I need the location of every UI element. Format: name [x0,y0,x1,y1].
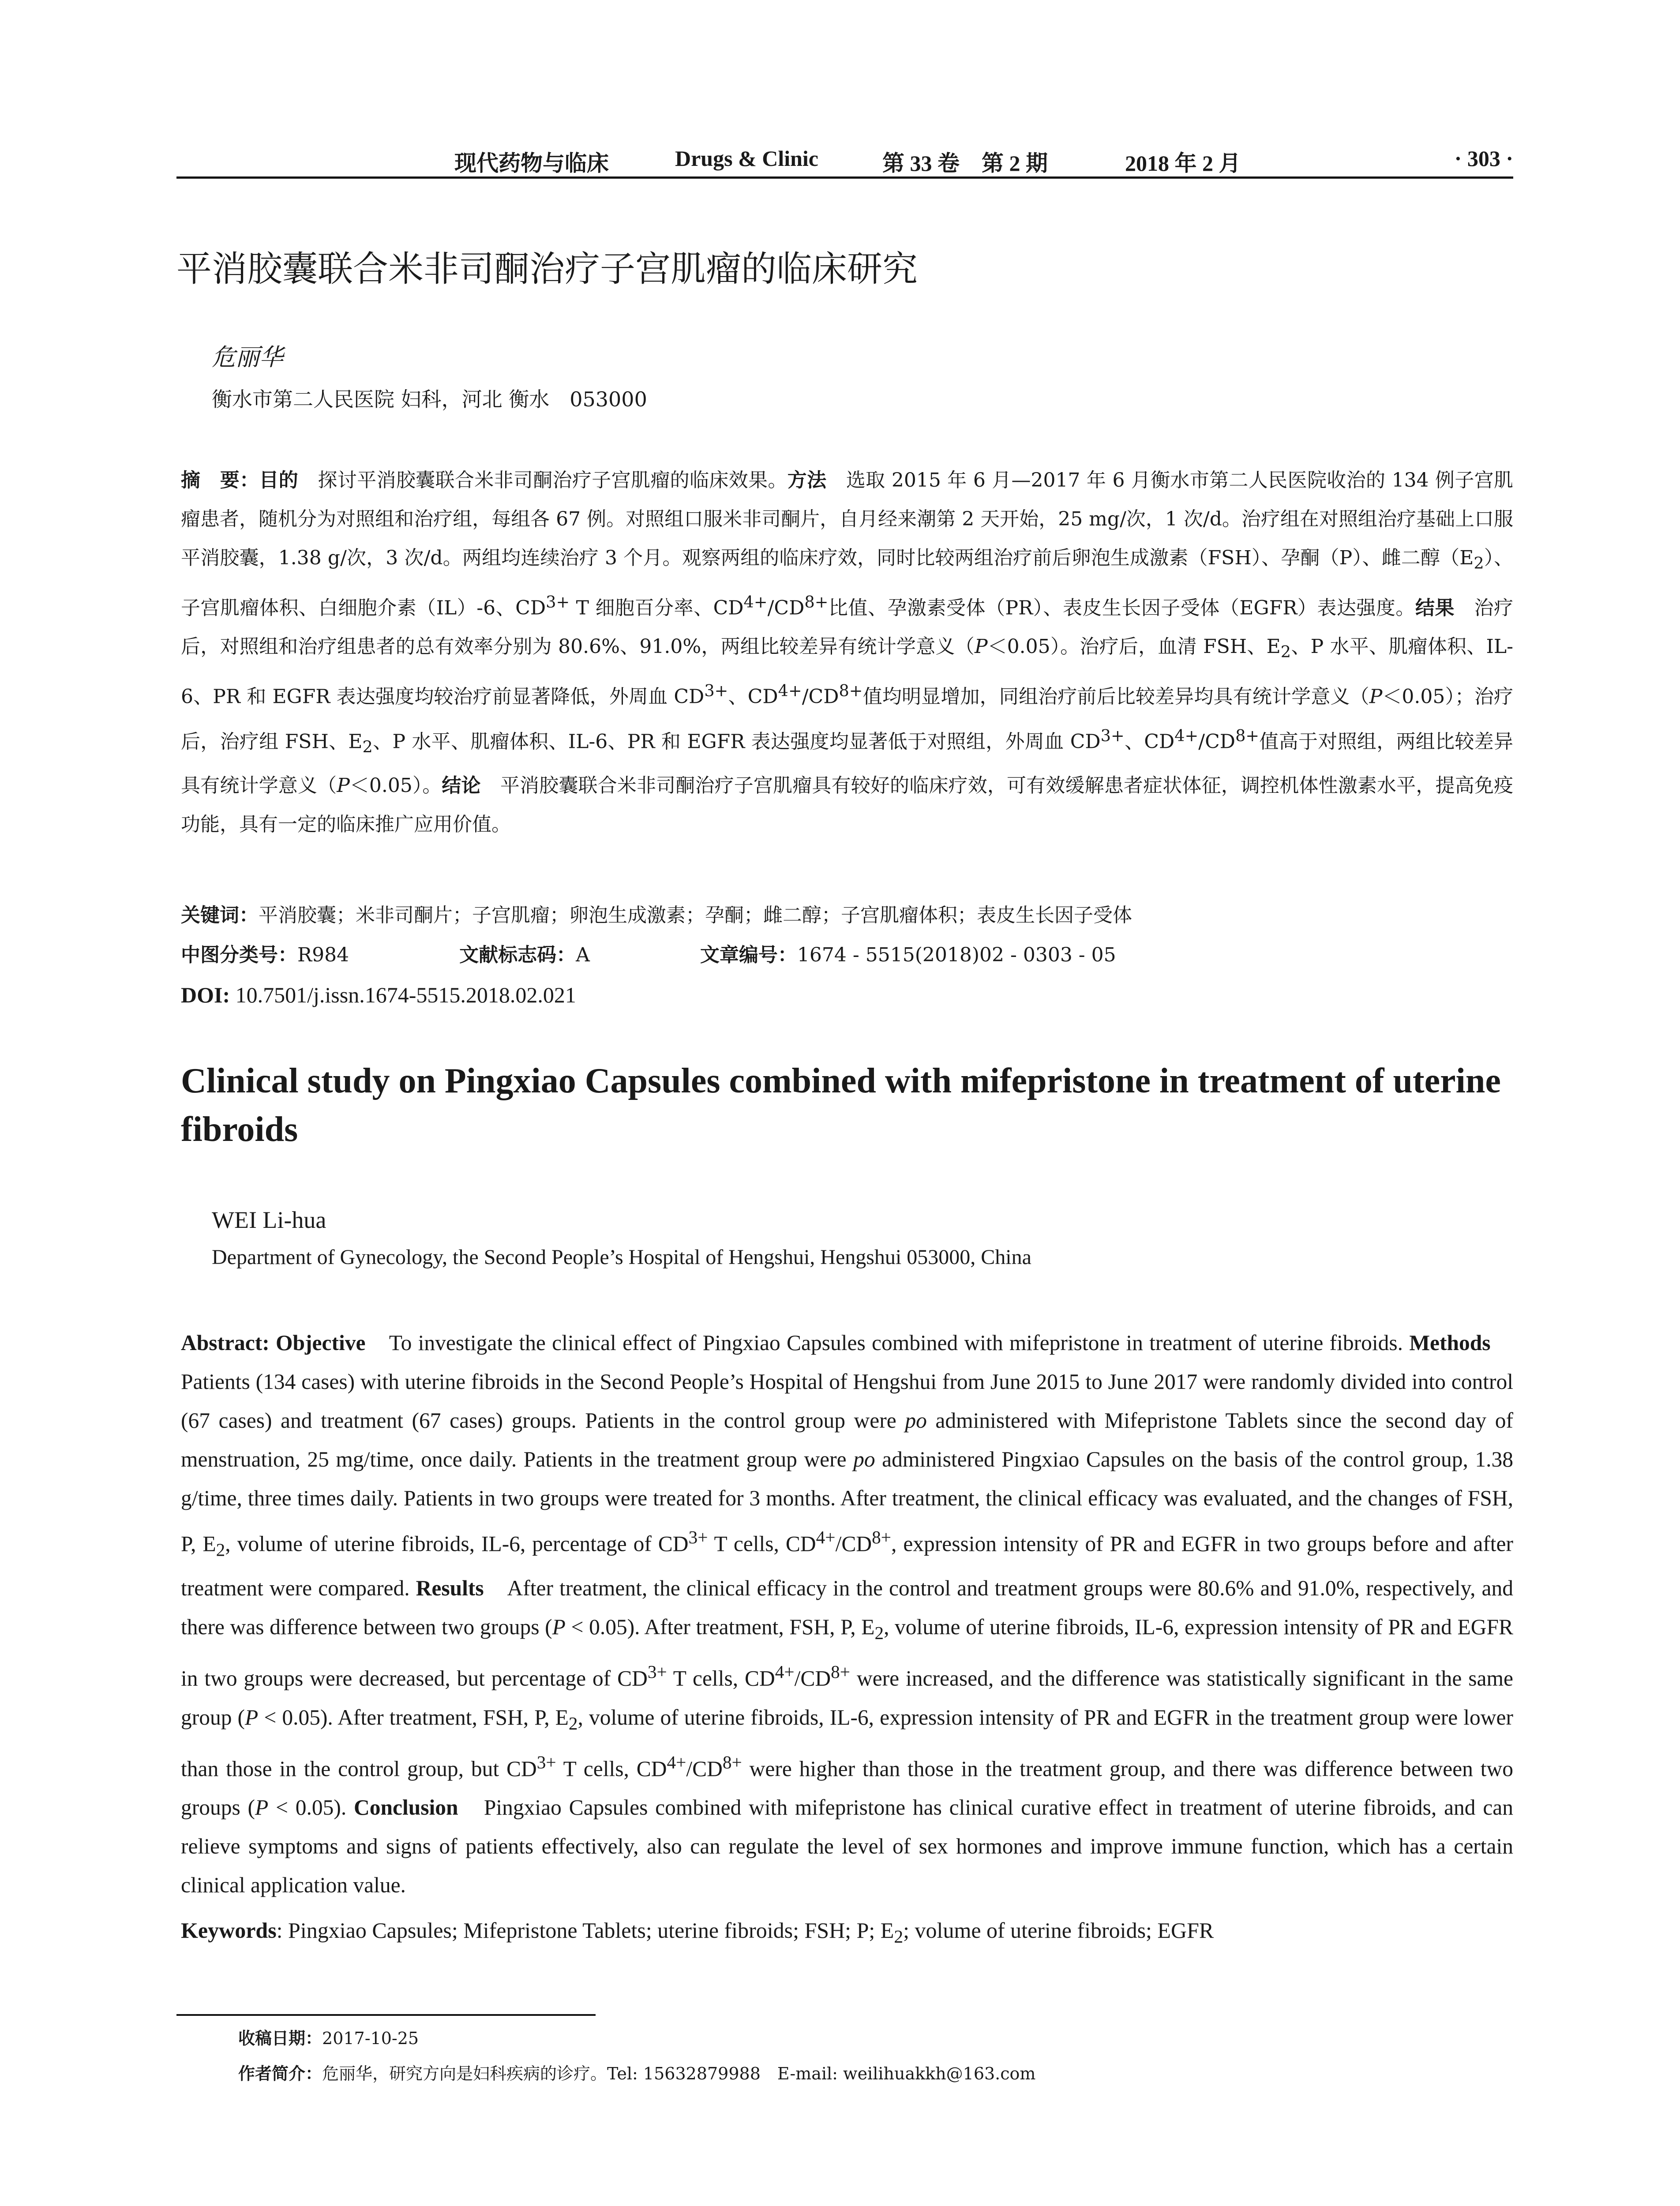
results-text-cn: /CD [1198,730,1236,753]
results-text-cn: 、P 水平、肌瘤体积、IL-6、PR 和 EGFR 表达强度均显著低于对照组，外周血 CD [372,730,1101,753]
keywords-text-cn: 平消胶囊；米非司酮片；子宫肌瘤；卵泡生成激素；孕酮；雌二醇；子宫肌瘤体积；表皮生长因子受体 [259,904,1132,927]
doi-link[interactable]: 10.7501/j.issn.1674-5515.2018.02.021 [230,983,576,1007]
subscript: 2 [362,737,373,757]
results-text-en: < 0.05). After treatment, FSH, P, E [258,1705,569,1730]
methods-label-cn: 方法 [787,469,827,491]
results-text-cn: 治疗后，对照组和治疗组患者的总有效率分别为 80.6%、91.0%，两组比较差异有统计学意义（ [181,597,1514,658]
methods-text-en: , expression intensity of PR and EGFR in two groups before and after treatment were compared. [181,1531,1514,1601]
conclusion-label-cn: 结论 [442,774,481,797]
methods-text-en: /CD [835,1531,872,1556]
article-number: 1674 - 5515(2018)02 - 0303 - 05 [797,944,1116,966]
keywords-label-cn: 关键词： [181,904,259,927]
methods-text-cn: 选取 2015 年 6 月—2017 年 6 月衡水市第二人民医院收治的 134 例子宫肌瘤患者，随机分为对照组和治疗组，每组各 67 例。对照组口服米非司酮片，自月经来潮第 2 天开始，25 mg/次，1 次/d。治疗组在对照组治疗基础上口服平消胶囊，1.38 g/次，3 次/d。两组均连续治疗 3 个月。观察两组的临床疗效，同时比较两组治疗前后卵泡生成激素（FSH）、孕酮（P）、雌二醇（E [181,469,1514,569]
title-en: Clinical study on Pingxiao Capsules combined with mifepristone in treatment of uterine fibroids [181,1062,1501,1149]
methods-text-cn: ）、子宫肌瘤体积、白细胞介素（IL）-6、CD [181,547,1514,619]
superscript: 3+ [647,1662,667,1682]
results-text-en: were increased, and the difference was statistically significant in the same group ( [181,1666,1514,1730]
superscript: 4+ [775,1662,795,1682]
doc-code-label: 文献标志码： [459,944,576,966]
superscript: 4+ [667,1752,686,1772]
p-value-symbol: P [1369,685,1383,708]
results-text-en: T cells, CD [667,1666,775,1691]
results-text-en: /CD [686,1756,723,1781]
running-header [176,141,1513,176]
author-en: WEI Li-hua [212,1207,326,1233]
objective-label-cn: 目的 [259,469,299,491]
results-label-en: Results [416,1576,484,1601]
superscript: 8+ [839,681,863,701]
subscript: 2 [216,1539,225,1560]
doi-line [181,977,576,1013]
methods-text-en: administered Pingxiao Capsules on the basis of the control group, 1.38 g/time, three times daily. Patients in two groups were treated for 3 months. After treatment, the clinical efficacy was evaluated, and the changes of FSH, P, E [181,1447,1513,1556]
superscript: 8+ [722,1752,742,1772]
volume-issue: 第 33 卷 第 2 期 [882,151,1048,176]
page-number: · 303 · [1454,146,1513,171]
methods-text-cn: T 细胞百分率、CD [570,597,744,619]
p-value-symbol: P [245,1705,259,1730]
clc-label: 中图分类号： [181,944,297,966]
keywords-label-en: Keywords [181,1918,277,1943]
journal-name-cn: 现代药物与临床 [454,151,609,176]
author-bio-label: 作者简介： [238,2064,322,2083]
keywords-cn [181,898,1513,933]
results-text-en: < 0.05). After treatment, FSH, P, E [565,1615,875,1639]
results-text-en: , volume of uterine fibroids, IL-6, expression intensity of PR and EGFR in the treatment group were lower than those in the control group, but CD [181,1705,1513,1781]
superscript: 4+ [778,681,802,701]
superscript: 3+ [536,1752,556,1772]
footnote-rule [176,2014,596,2016]
superscript: 3+ [546,592,570,612]
superscript: 4+ [816,1527,836,1547]
affiliation-en: Department of Gynecology, the Second People’s Hospital of Hengshui, Hengshui 053000, China [212,1246,1031,1269]
results-text-en: /CD [794,1666,831,1691]
methods-text-en: T cells, CD [708,1531,816,1556]
subscript: 2 [894,1927,904,1947]
objective-text-cn: 探讨平消胶囊联合米非司酮治疗子宫肌瘤的临床效果。 [298,469,788,491]
author-bio-text: 危丽华，研究方向是妇科疾病的诊疗。Tel: 15632879988 E-mail: weilihuakkh@163.com [322,2064,1036,2083]
objective-text-en: To investigate the clinical effect of Pingxiao Capsules combined with mifepristone in treatment of uterine fibroids. [365,1331,1410,1355]
superscript: 8+ [872,1527,891,1547]
header-rule [176,176,1513,179]
superscript: 3+ [704,681,728,701]
superscript: 3+ [688,1527,708,1547]
p-value-symbol: P [255,1795,269,1820]
results-text-en: < 0.05). [268,1795,354,1820]
results-text-cn: /CD [802,685,839,708]
affiliation-cn: 衡水市第二人民医院 妇科，河北 衡水 053000 [212,387,647,411]
subscript: 2 [874,1623,884,1643]
doc-code: A [576,944,590,966]
conclusion-label-en: Conclusion [354,1795,458,1820]
article-number-label: 文章编号： [700,944,797,966]
results-text-cn: 值高于对照组，两组比较差异具有统计学意义（ [181,730,1513,797]
superscript: 8+ [804,592,829,612]
subscript: 2 [1474,553,1484,573]
results-text-en: After treatment, the clinical efficacy in the control and treatment groups were 80.6% and 91.0%, respectively, and there was difference between two groups ( [181,1576,1513,1639]
keywords-text-en: : Pingxiao Capsules; Mifepristone Tablets; uterine fibroids; FSH; P; E [276,1918,894,1943]
abstract-en-text [181,1324,1513,1905]
results-text-cn: ＜0.05）；治疗后，治疗组 FSH、E [181,685,1514,753]
methods-text-cn: /CD [767,597,805,619]
po-italic: po [905,1408,927,1433]
results-text-en: were higher than those in the treatment group, and there was difference between two groups ( [181,1756,1514,1820]
keywords-en [181,1913,1513,1955]
superscript: 4+ [743,592,768,612]
results-text-en: , volume of uterine fibroids, IL-6, expression intensity of PR and EGFR in two groups were decreased, but percentage of CD [181,1615,1513,1691]
subscript: 2 [1280,642,1291,662]
po-italic: po [853,1447,875,1471]
p-value-symbol: P [975,635,988,658]
abstract-en [181,1324,1513,1905]
superscript: 4+ [1174,726,1199,745]
methods-text-en: Patients (134 cases) with uterine fibroids in the Second People’s Hospital of Hengshui from June 2015 to June 2017 were randomly divided into control (67 cases) and treatment (67 cases) groups. Patients in the control group were [181,1331,1514,1433]
author-cn: 危丽华 [212,343,283,371]
methods-label-en: Methods [1409,1331,1491,1355]
abstract-cn-text [181,461,1513,844]
abstract-label-en: Abstract: [181,1331,276,1355]
keywords-text-en: ; volume of uterine fibroids; EGFR [903,1918,1214,1943]
conclusion-text-en: Pingxiao Capsules combined with mifepristone has clinical curative effect in treatment of uterine fibroids, and can relieve symptoms and signs of patients effectively, also can regulate the level of sex hormones and improve immune function, which has a certain clinical application value. [181,1795,1514,1898]
abstract-cn [181,461,1513,844]
received-value: 2017-10-25 [322,2029,419,2048]
superscript: 8+ [1235,726,1260,745]
received-date [238,2025,419,2052]
results-text-en: T cells, CD [556,1756,667,1781]
results-text-cn: 、CD [1124,730,1175,753]
results-text-cn: 、CD [728,685,778,708]
results-text-cn: 、P 水平、肌瘤体积、IL-6、PR 和 EGFR 表达强度均较治疗前显著降低，外周血 CD [181,635,1513,708]
results-text-cn: 值均明显增加，同组治疗前后比较差异均具有统计学意义（ [862,685,1369,708]
results-text-cn: ＜0.05）。 [349,774,442,797]
doi-label: DOI: [181,983,230,1007]
title-cn: 平消胶囊联合米非司酮治疗子宫肌瘤的临床研究 [176,248,918,289]
journal-name-en: Drugs & Clinic [675,146,818,171]
received-label: 收稿日期： [238,2029,322,2048]
superscript: 3+ [1100,726,1125,745]
issue-date: 2018 年 2 月 [1125,151,1241,176]
superscript: 8+ [831,1662,851,1682]
results-label-cn: 结果 [1415,597,1455,619]
p-value-symbol: P [552,1615,566,1639]
methods-text-cn: 比值、孕激素受体（PR）、表皮生长因子受体（EGFR）表达强度。 [828,597,1415,619]
clc-number: R984 [297,944,349,966]
abstract-label-cn: 摘 要： [181,469,259,491]
methods-text-en: , volume of uterine fibroids, IL-6, percentage of CD [225,1531,689,1556]
subscript: 2 [568,1713,578,1733]
objective-label-en: Objective [276,1331,366,1355]
results-text-cn: ＜0.05）。治疗后，血清 FSH、E [987,635,1281,658]
conclusion-text-cn: 平消胶囊联合米非司酮治疗子宫肌瘤具有较好的临床疗效，可有效缓解患者症状体征，调控机体性激素水平，提高免疫功能，具有一定的临床推广应用价值。 [181,774,1514,836]
classification-line [181,938,1513,973]
author-bio [238,2060,1035,2087]
p-value-symbol: P [337,774,350,797]
methods-text-en: administered with Mifepristone Tablets since the second day of menstruation, 25 mg/time, once daily. Patients in the treatment group were [181,1408,1513,1471]
